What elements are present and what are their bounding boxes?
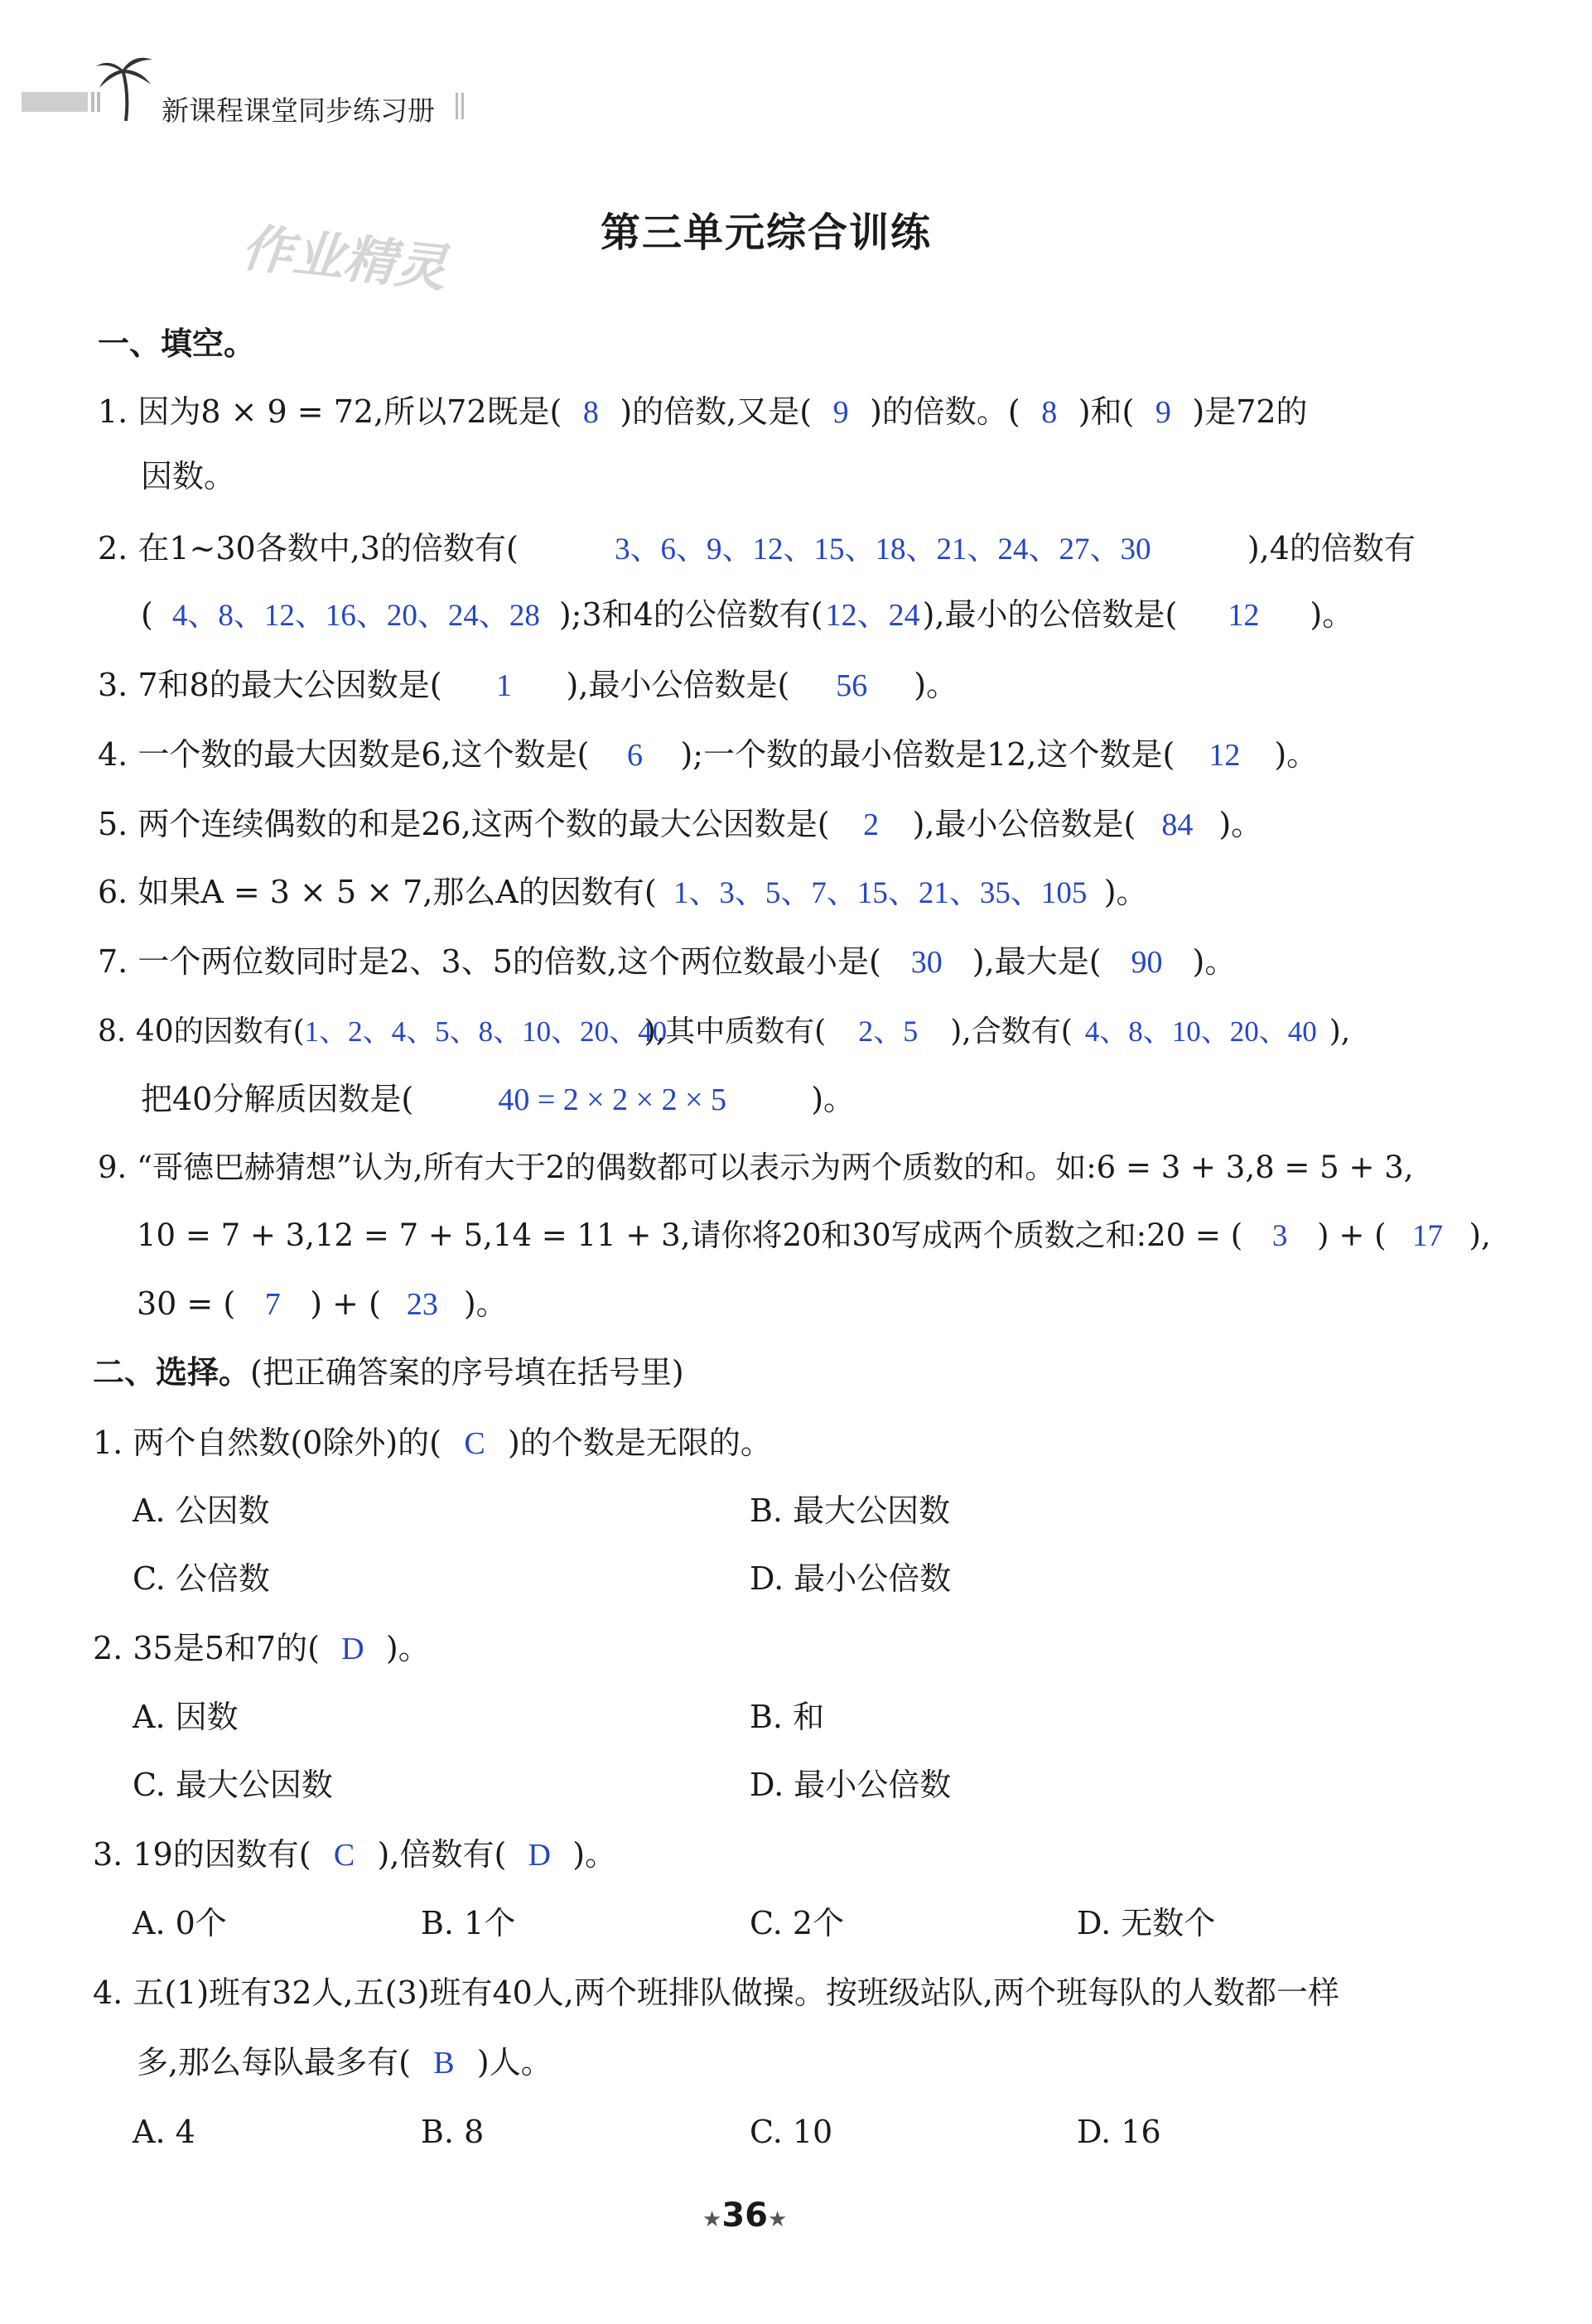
answer: C — [333, 1838, 355, 1873]
s2-q2: 2. 35是5和7的( D )。 — [93, 1627, 430, 1670]
s2-q4-line2: 多,那么每队最多有( B )人。 — [137, 2042, 552, 2084]
s2-q3-option-a: A. 0个 — [133, 1905, 227, 1941]
s1-q9-line3: 30 = ( 7 ) + ( 23 )。 — [137, 1283, 508, 1325]
answer: 3、6、9、12、15、18、21、24、27、30 — [615, 533, 1151, 567]
star-icon: ★ — [702, 2207, 722, 2232]
answer: 12、24 — [825, 598, 920, 633]
s1-q9-line1: 9. “哥德巴赫猜想”认为,所有大于2的偶数都可以表示为两个质数的和。如:6 = 3 + 3,8 = 5 + 3, — [98, 1150, 1414, 1185]
s2-q1-option-b: B. 最大公因数 — [750, 1492, 951, 1529]
s2-q1-option-a: A. 公因数 — [133, 1492, 270, 1529]
answer: 4、8、10、20、40 — [1084, 1015, 1317, 1048]
answer: C — [464, 1426, 485, 1461]
s2-q4-option-b: B. 8 — [421, 2114, 485, 2150]
s1-q4: 4. 一个数的最大因数是6,这个数是( 6 );一个数的最小倍数是12,这个数是( 12 )。 — [98, 734, 1318, 776]
section1-heading: 一、填空。 — [98, 325, 256, 362]
answer: 3 — [1271, 1219, 1288, 1253]
s1-q1-line1: 1. 因为8 × 9 = 72,所以72既是( 8 )的倍数,又是( 9 )的倍数。( 8 )和( 9 )是72的 — [98, 391, 1308, 433]
answer: B — [433, 2046, 455, 2081]
s2-q1: 1. 两个自然数(0除外)的( C )的个数是无限的。 — [93, 1422, 772, 1464]
page-title: 第三单元综合训练 — [601, 210, 933, 256]
page-number: ★36★ — [702, 2196, 788, 2235]
answer: 8 — [582, 395, 599, 430]
s2-q3-option-d: D. 无数个 — [1077, 1905, 1216, 1941]
answer: 40 = 2 × 2 × 2 × 5 — [498, 1082, 727, 1117]
s1-q8-line2: 把40分解质因数是( 40 = 2 × 2 × 2 × 5 )。 — [141, 1078, 855, 1121]
answer: 17 — [1412, 1219, 1444, 1253]
answer: 56 — [836, 668, 868, 703]
s2-q4-line1: 4. 五(1)班有32人,五(3)班有40人,两个班排队做操。按班级站队,两个班每队的人数都一样 — [93, 1974, 1339, 2011]
s1-q2-line1: 2. 在1~30各数中,3的倍数有( 3、6、9、12、15、18、21、24、27、30 ),4的倍数有 — [98, 528, 1416, 571]
answer: 1 — [496, 668, 513, 703]
s2-q1-option-c: C. 公倍数 — [133, 1560, 270, 1597]
s1-q9-line2: 10 = 7 + 3,12 = 7 + 5,14 = 11 + 3,请你将20和30写成两个质数之和:20 = ( 3 ) + ( 17 ), — [137, 1215, 1491, 1257]
palm-tree-icon — [93, 51, 159, 124]
s2-q2-option-d: D. 最小公倍数 — [750, 1767, 952, 1803]
s1-q2-line2: ( 4、8、12、16、20、24、28 );3和4的公倍数有(12、24),最小的公倍数是( 12 )。 — [141, 594, 1353, 637]
answer: 23 — [406, 1287, 438, 1322]
answer: 12 — [1228, 598, 1260, 633]
answer: 6 — [626, 738, 643, 773]
answer: 1、2、4、5、8、10、20、40 — [304, 1015, 668, 1048]
s2-q3-option-c: C. 2个 — [750, 1905, 845, 1941]
s2-q4-option-a: A. 4 — [133, 2114, 195, 2150]
answer: D — [528, 1838, 551, 1873]
answer: 30 — [910, 945, 943, 980]
answer: 1、3、5、7、15、21、35、105 — [673, 876, 1088, 910]
s2-q3: 3. 19的因数有( C ),倍数有( D )。 — [93, 1834, 616, 1876]
watermark-text: 作业精灵 — [239, 217, 450, 299]
answer: 12 — [1208, 738, 1241, 773]
s2-q1-option-d: D. 最小公倍数 — [750, 1560, 952, 1597]
s2-q2-option-c: C. 最大公因数 — [133, 1767, 333, 1803]
s1-q1-line2: 因数。 — [141, 458, 236, 494]
header-deco-icon — [22, 87, 100, 115]
s2-q4-option-c: C. 10 — [750, 2114, 833, 2150]
s1-q7: 7. 一个两位数同时是2、3、5的倍数,这个两位数最小是( 30 ),最大是( 90 )。 — [98, 941, 1236, 983]
s2-q4-option-d: D. 16 — [1077, 2114, 1161, 2150]
series-title: 新课程课堂同步练习册 — [162, 94, 435, 127]
s1-q3: 3. 7和8的最大公因数是( 1 ),最小公倍数是( 56 )。 — [98, 664, 958, 706]
answer: 8 — [1041, 395, 1058, 430]
header-bar — [22, 87, 100, 115]
answer: 7 — [264, 1287, 281, 1322]
answer: 9 — [1155, 395, 1171, 430]
star-icon: ★ — [767, 2207, 788, 2232]
answer: 9 — [832, 395, 849, 430]
s1-q5: 5. 两个连续偶数的和是26,这两个数的最大公因数是( 2 ),最小公倍数是( 84 )。 — [98, 803, 1262, 846]
s1-q6: 6. 如果A = 3 × 5 × 7,那么A的因数有( 1、3、5、7、15、21、35、105 )。 — [98, 871, 1148, 914]
section2-heading: 二、选择。(把正确答案的序号填在括号里) — [93, 1354, 684, 1391]
s1-q8-line1: 8. 40的因数有(1、2、4、5、8、10、20、40),其中质数有( 2、5 ),合数有( 4、8、10、20、40 ), — [98, 1010, 1350, 1053]
s2-q3-option-b: B. 1个 — [421, 1905, 516, 1941]
answer: 2、5 — [858, 1015, 919, 1048]
answer: 2 — [863, 808, 880, 842]
answer: D — [341, 1632, 364, 1666]
header-divider — [456, 93, 466, 119]
s2-q2-option-a: A. 因数 — [133, 1699, 239, 1735]
answer: 4、8、12、16、20、24、28 — [171, 599, 540, 633]
s2-q2-option-b: B. 和 — [750, 1699, 825, 1735]
answer: 90 — [1131, 945, 1163, 980]
answer: 84 — [1161, 808, 1194, 842]
